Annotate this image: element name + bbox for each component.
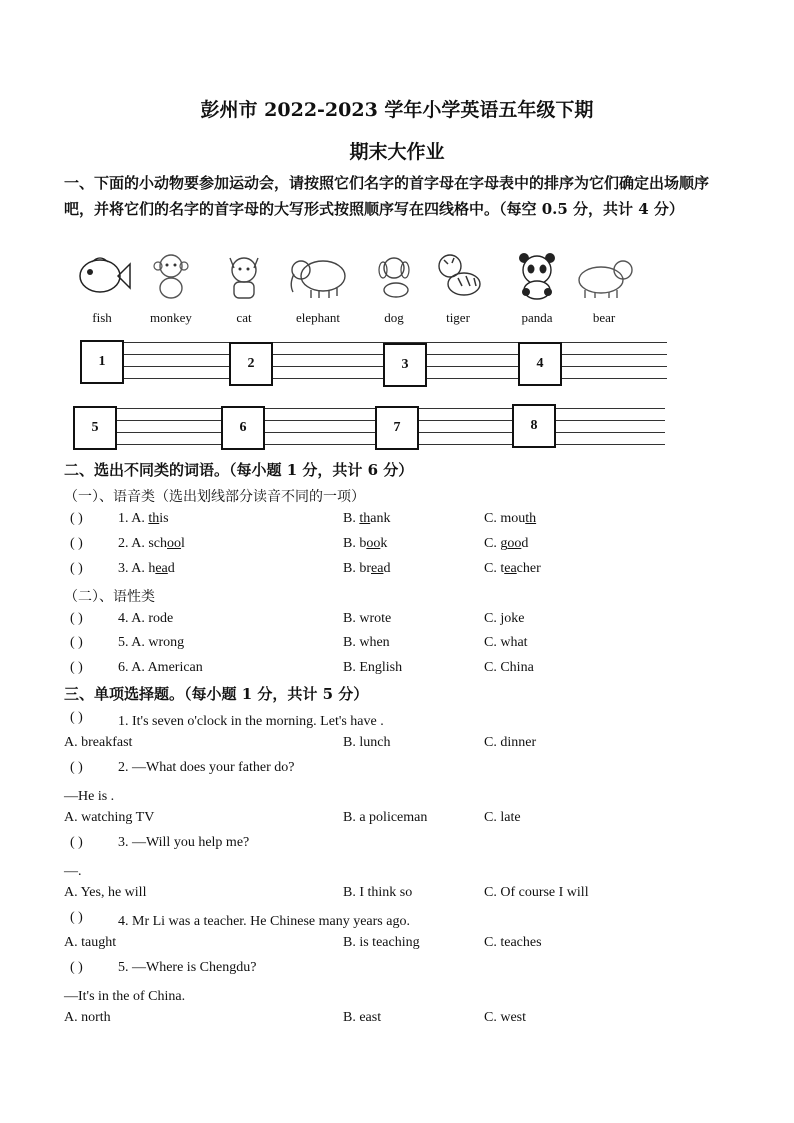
question-stem xyxy=(64,835,744,859)
option-b: B. bread xyxy=(343,561,391,576)
answer-paren[interactable]: ( ) xyxy=(70,635,83,650)
options-row xyxy=(64,810,744,834)
monkey-icon xyxy=(146,250,196,300)
option-c[interactable]: C. late xyxy=(484,810,521,825)
order-box[interactable]: 5 xyxy=(73,406,117,450)
bear-icon xyxy=(571,250,637,300)
option-c: C. good xyxy=(484,536,529,551)
animal-label: panda xyxy=(521,310,553,325)
question-stem xyxy=(64,960,744,984)
option-c: C. joke xyxy=(484,611,525,626)
options-row xyxy=(64,735,744,759)
stem-text: —It's in the of China. xyxy=(64,989,186,1004)
options-row xyxy=(64,1010,744,1034)
answer-paren[interactable]: ( ) xyxy=(70,710,83,725)
order-box[interactable]: 2 xyxy=(229,342,273,386)
animal-panda xyxy=(502,250,572,326)
section3-heading: 三、单项选择题。（每小题 1 分，共计 5 分） xyxy=(64,685,369,703)
option-c: C. teacher xyxy=(484,561,541,576)
animal-dog xyxy=(359,250,429,326)
question-row xyxy=(64,611,744,635)
question-line2 xyxy=(64,860,744,884)
option-a: 6. A. American xyxy=(118,660,203,675)
tiger-icon xyxy=(430,250,486,300)
section2-heading: 二、选出不同类的词语。（每小题 1 分，共计 6 分） xyxy=(64,461,414,479)
option-a[interactable]: A. watching TV xyxy=(64,810,155,825)
animal-label: elephant xyxy=(295,310,341,325)
answer-paren[interactable]: ( ) xyxy=(70,960,83,975)
option-a[interactable]: A. north xyxy=(64,1010,111,1025)
option-c[interactable]: C. Of course I will xyxy=(484,885,589,900)
option-a: 1. A. this xyxy=(118,511,169,526)
option-b: B. book xyxy=(343,536,388,551)
option-b[interactable]: B. is teaching xyxy=(343,935,420,950)
question-row xyxy=(64,536,744,560)
question-stem xyxy=(64,760,744,784)
page-title: 彭州市 2022-2023 学年小学英语五年级下期 xyxy=(200,99,594,121)
question-line2 xyxy=(64,985,744,1009)
order-box[interactable]: 7 xyxy=(375,406,419,450)
answer-paren[interactable]: ( ) xyxy=(70,760,83,775)
question-stem xyxy=(64,710,744,734)
options-row xyxy=(64,935,744,959)
option-b: B. English xyxy=(343,660,403,675)
page-subtitle: 期末大作业 xyxy=(349,141,445,163)
option-a: 2. A. school xyxy=(118,536,185,551)
animal-picture-row xyxy=(0,250,794,340)
stem-text: 3. —Will you help me? xyxy=(118,835,250,850)
four-line-grid-row-1 xyxy=(0,338,794,386)
option-a[interactable]: A. breakfast xyxy=(64,735,133,750)
question-row xyxy=(64,635,744,659)
option-a: 3. A. head xyxy=(118,561,175,576)
option-b[interactable]: B. east xyxy=(343,1010,382,1025)
question-row xyxy=(64,511,744,535)
order-box[interactable]: 6 xyxy=(221,406,265,450)
order-box[interactable]: 8 xyxy=(512,404,556,448)
option-c: C. mouth xyxy=(484,511,537,526)
animal-cat xyxy=(209,250,279,326)
animal-label: cat xyxy=(236,310,252,325)
animal-label: tiger xyxy=(446,310,470,325)
option-b[interactable]: B. a policeman xyxy=(343,810,428,825)
stem-text: —He is . xyxy=(64,789,115,804)
four-line-grid-row-2 xyxy=(0,404,794,452)
option-b: B. thank xyxy=(343,511,391,526)
animal-label: fish xyxy=(92,310,112,325)
animal-label: bear xyxy=(592,310,616,325)
section2-sub2: （二）、语性类 xyxy=(64,589,155,605)
answer-paren[interactable]: ( ) xyxy=(70,611,83,626)
answer-paren[interactable]: ( ) xyxy=(70,561,83,576)
option-a: 4. A. rode xyxy=(118,611,174,626)
option-c: C. China xyxy=(484,660,534,675)
option-a: 5. A. wrong xyxy=(118,635,185,650)
order-box[interactable]: 4 xyxy=(518,342,562,386)
order-box[interactable]: 1 xyxy=(80,340,124,384)
stem-text: 5. —Where is Chengdu? xyxy=(118,960,257,975)
animal-monkey xyxy=(136,250,206,326)
animal-bear xyxy=(569,250,639,326)
option-a[interactable]: A. Yes, he will xyxy=(64,885,147,900)
option-b: B. wrote xyxy=(343,611,392,626)
answer-paren[interactable]: ( ) xyxy=(70,536,83,551)
animal-fish xyxy=(67,250,137,326)
option-a[interactable]: A. taught xyxy=(64,935,117,950)
section2-sub1: （一）、语音类（选出划线部分读音不同的一项） xyxy=(64,489,365,505)
option-b: B. when xyxy=(343,635,390,650)
answer-paren[interactable]: ( ) xyxy=(70,511,83,526)
dog-icon xyxy=(372,250,416,300)
option-c: C. what xyxy=(484,635,528,650)
animal-tiger xyxy=(423,250,493,326)
stem-text: — . xyxy=(64,864,82,879)
section1-heading: 一、下面的小动物要参加运动会，请按照它们名字的首字母在字母表中的排序为它们确定出场顺序吧，并将它们的名字的首字母的大写形式按照顺序写在四线格中。（每空 0.5 分，共计 4 分） xyxy=(64,174,710,218)
stem-text: 4. Mr Li was a teacher. He Chinese many years ago. xyxy=(118,914,410,929)
options-row xyxy=(64,885,744,909)
animal-label: monkey xyxy=(150,310,192,325)
cat-icon xyxy=(222,250,266,300)
answer-paren[interactable]: ( ) xyxy=(70,910,83,925)
option-b[interactable]: B. I think so xyxy=(343,885,413,900)
option-c[interactable]: C. teaches xyxy=(484,935,542,950)
option-c[interactable]: C. west xyxy=(484,1010,526,1025)
animal-label: dog xyxy=(384,310,404,325)
answer-paren[interactable]: ( ) xyxy=(70,835,83,850)
answer-paren[interactable]: ( ) xyxy=(70,660,83,675)
question-row xyxy=(64,561,744,585)
fish-icon xyxy=(72,250,132,300)
animal-elephant xyxy=(283,250,353,326)
stem-text: 1. It's seven o'clock in the morning. Let's have . xyxy=(118,714,384,729)
question-stem xyxy=(64,910,744,934)
option-c[interactable]: C. dinner xyxy=(484,735,537,750)
order-box[interactable]: 3 xyxy=(383,343,427,387)
option-b[interactable]: B. lunch xyxy=(343,735,391,750)
elephant-icon xyxy=(285,250,351,300)
question-line2 xyxy=(64,785,744,809)
stem-text: 2. —What does your father do? xyxy=(118,760,295,775)
panda-icon xyxy=(512,250,562,300)
